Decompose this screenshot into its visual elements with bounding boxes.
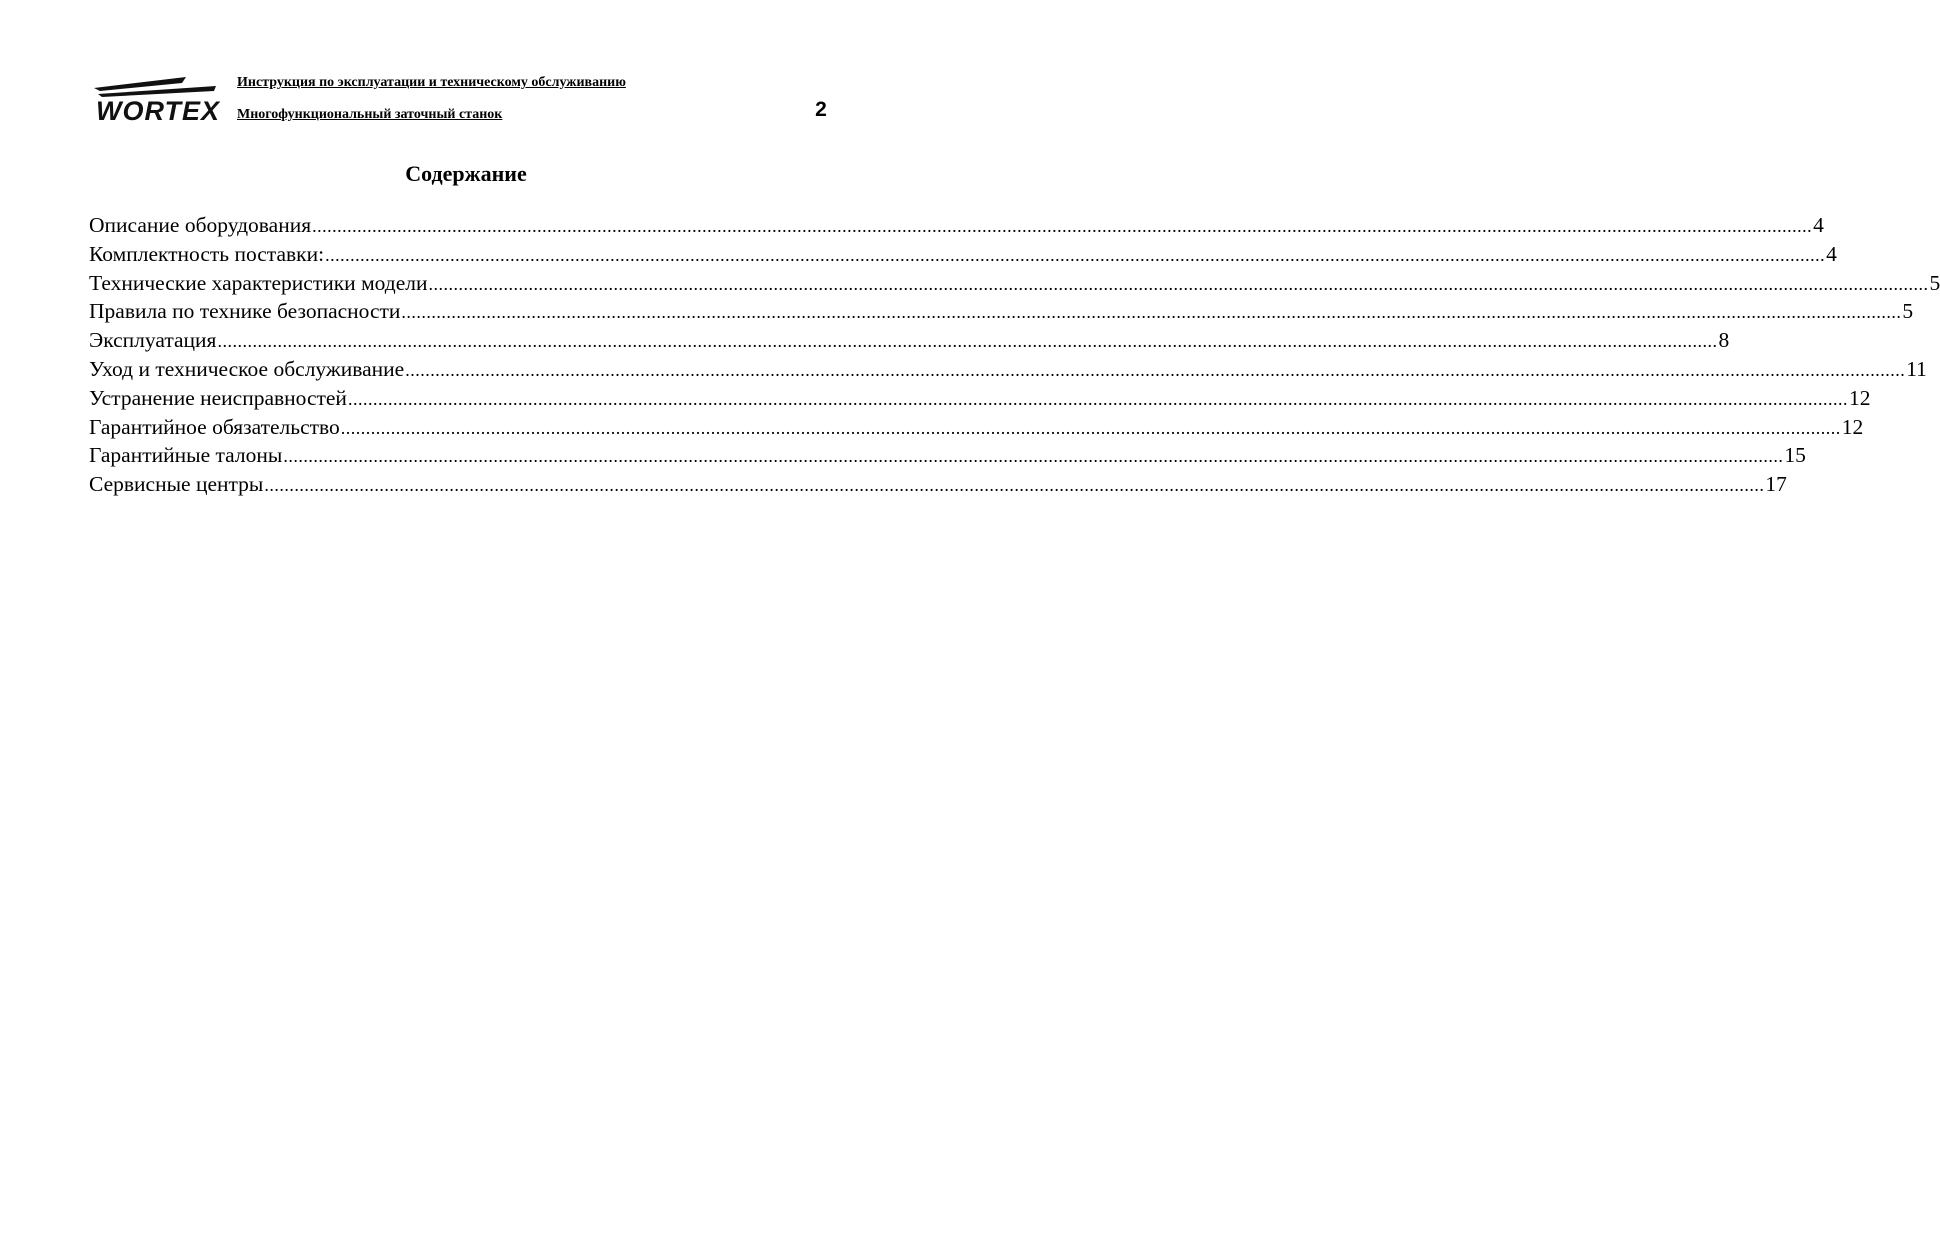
toc-leader: ............................................................................................................................................................................................................................................................................................................ <box>283 446 1784 467</box>
toc-leader: ............................................................................................................................................................................................................................................................................................................ <box>347 388 1848 409</box>
toc-leader: ............................................................................................................................................................................................................................................................................................................ <box>264 475 1765 496</box>
logo-text: WORTEX <box>96 96 221 126</box>
toc-entry-page: 12 <box>1841 414 1864 439</box>
page-number: 2 <box>815 98 827 121</box>
toc-entry <box>89 297 1914 326</box>
toc-entry <box>89 413 1864 442</box>
toc-entry <box>89 470 1787 499</box>
toc-entry-page: 15 <box>1784 443 1806 468</box>
toc-entry <box>89 441 1806 470</box>
toc-entry-label: Гарантийные талоны <box>89 443 283 468</box>
toc-entry-label: Технические характеристики модели <box>89 270 428 295</box>
toc-entry-page: 8 <box>1718 328 1730 353</box>
toc-leader: ............................................................................................................................................................................................................................................................................................................ <box>340 417 1841 438</box>
toc-entry-page: 11 <box>1906 356 1927 381</box>
toc-entry-label: Устранение неисправностей <box>89 385 347 410</box>
toc-entry-label: Уход и техническое обслуживание <box>89 356 405 381</box>
toc-leader: ............................................................................................................................................................................................................................................................................................................ <box>405 359 1906 380</box>
toc-leader: ............................................................................................................................................................................................................................................................................................................ <box>325 244 1826 265</box>
toc-entry <box>89 384 1871 413</box>
toc-entry <box>89 355 1927 384</box>
toc-leader: ............................................................................................................................................................................................................................................................................................................ <box>312 216 1813 236</box>
toc-entry-page: 12 <box>1848 385 1871 410</box>
toc-entry-page: 5 <box>1902 299 1914 324</box>
header-manual-title: Инструкция по эксплуатации и техническому обслуживанию <box>237 75 626 90</box>
toc-entry-label: Гарантийное обязательство <box>89 414 340 439</box>
toc-entry <box>89 240 1837 269</box>
toc-leader: ............................................................................................................................................................................................................................................................................................................ <box>401 302 1902 323</box>
toc-entry-page: 17 <box>1765 472 1787 497</box>
toc-leader: ............................................................................................................................................................................................................................................................................................................ <box>217 331 1718 352</box>
header-product-name: Многофункциональный заточный станок <box>237 107 503 122</box>
toc-entry-page: 4 <box>1813 213 1824 237</box>
toc-entry <box>89 326 1730 355</box>
toc-title: Содержание <box>405 161 527 186</box>
toc-entry-label: Правила по технике безопасности <box>89 299 401 324</box>
wortex-logo <box>94 74 226 128</box>
toc-entry-label: Комплектность поставки: <box>89 241 325 266</box>
toc-entry-page: 4 <box>1826 241 1837 266</box>
table-of-contents <box>89 211 1940 499</box>
toc-leader: ............................................................................................................................................................................................................................................................................................................ <box>428 273 1929 294</box>
toc-entry-label: Сервисные центры <box>89 472 264 497</box>
toc-entry-page: 5 <box>1929 270 1940 295</box>
toc-entry <box>89 211 1824 240</box>
toc-entry <box>89 269 1940 298</box>
toc-entry-label: Эксплуатация <box>89 328 217 353</box>
toc-entry-label: Описание оборудования <box>89 213 312 237</box>
